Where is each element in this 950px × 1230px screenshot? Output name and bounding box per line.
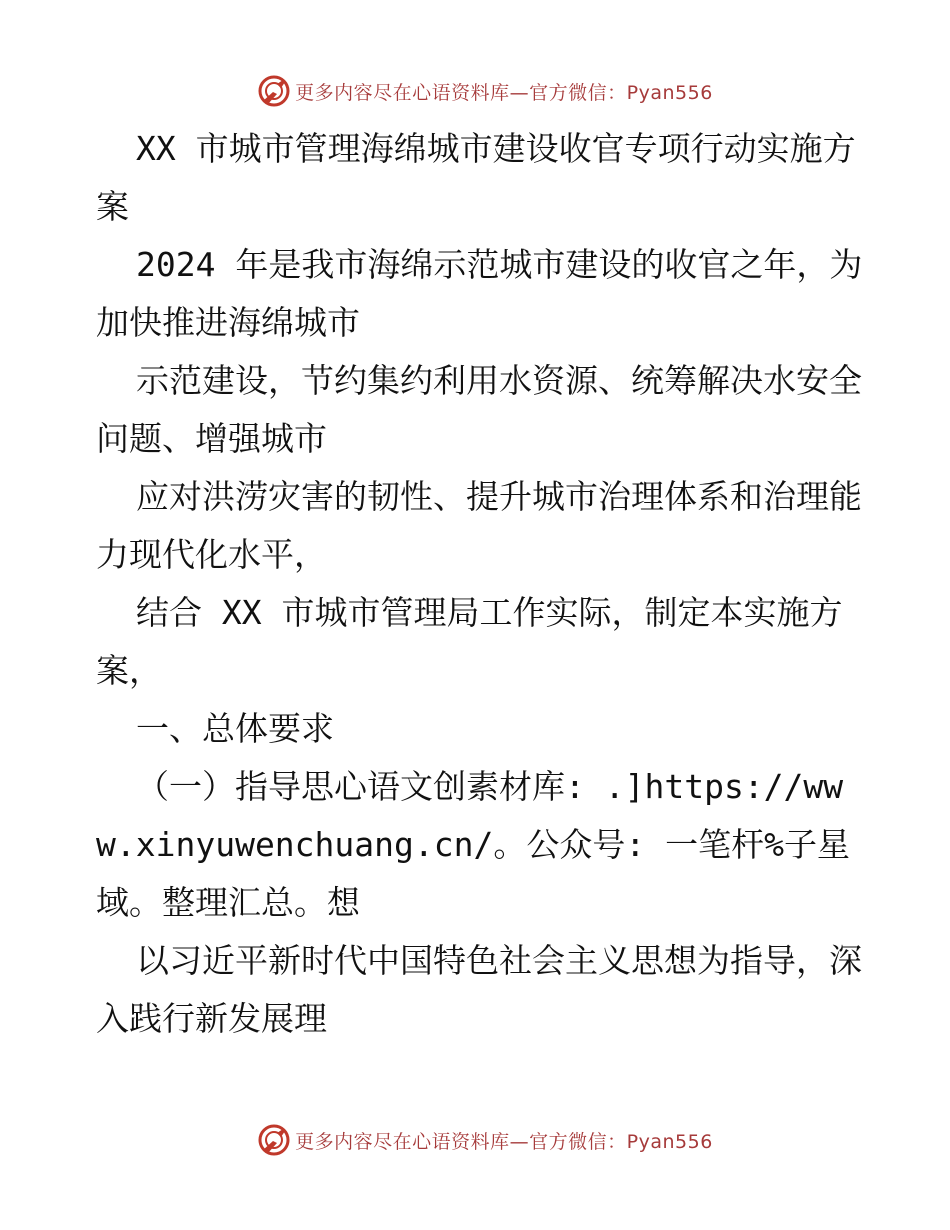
banner-content: [257, 74, 713, 108]
banner-content: [257, 1123, 713, 1157]
paragraph-intro-2: 示范建设，节约集约利用水资源、统筹解决水安全问题、增强城市: [96, 361, 862, 458]
paragraph-intro-1: 2024 年是我市海绵示范城市建设的收官之年，为加快推进海绵城市: [96, 245, 863, 342]
paragraph-intro-3: 应对洪涝灾害的韧性、提升城市治理体系和治理能力现代化水平，: [96, 477, 862, 574]
paragraph-intro-4: 结合 XX 市城市管理局工作实际，制定本实施方案，: [96, 593, 843, 690]
document-body: [96, 120, 876, 1048]
paragraph-guiding-thought: 以习近平新时代中国特色社会主义思想为指导，深入践行新发展理: [96, 941, 862, 1038]
pen-nib-logo-icon: [257, 74, 291, 108]
subsection-guiding-thought: （一）指导思心语文创素材库: .]https://www.xinyuwenchuang.cn/。公众号: 一笔杆%子星域。整理汇总。想: [96, 767, 850, 922]
header-watermark-banner: [0, 71, 950, 111]
document-title: XX 市城市管理海绵城市建设收官专项行动实施方案: [96, 129, 856, 226]
watermark-text: 更多内容尽在心语资料库—官方微信：Pyan556: [295, 81, 713, 104]
pen-nib-logo-icon: [257, 1123, 291, 1157]
watermark-text: 更多内容尽在心语资料库—官方微信：Pyan556: [295, 1130, 713, 1153]
footer-watermark-banner: [0, 1120, 950, 1160]
section-heading-general-requirements: 一、总体要求: [136, 709, 334, 748]
